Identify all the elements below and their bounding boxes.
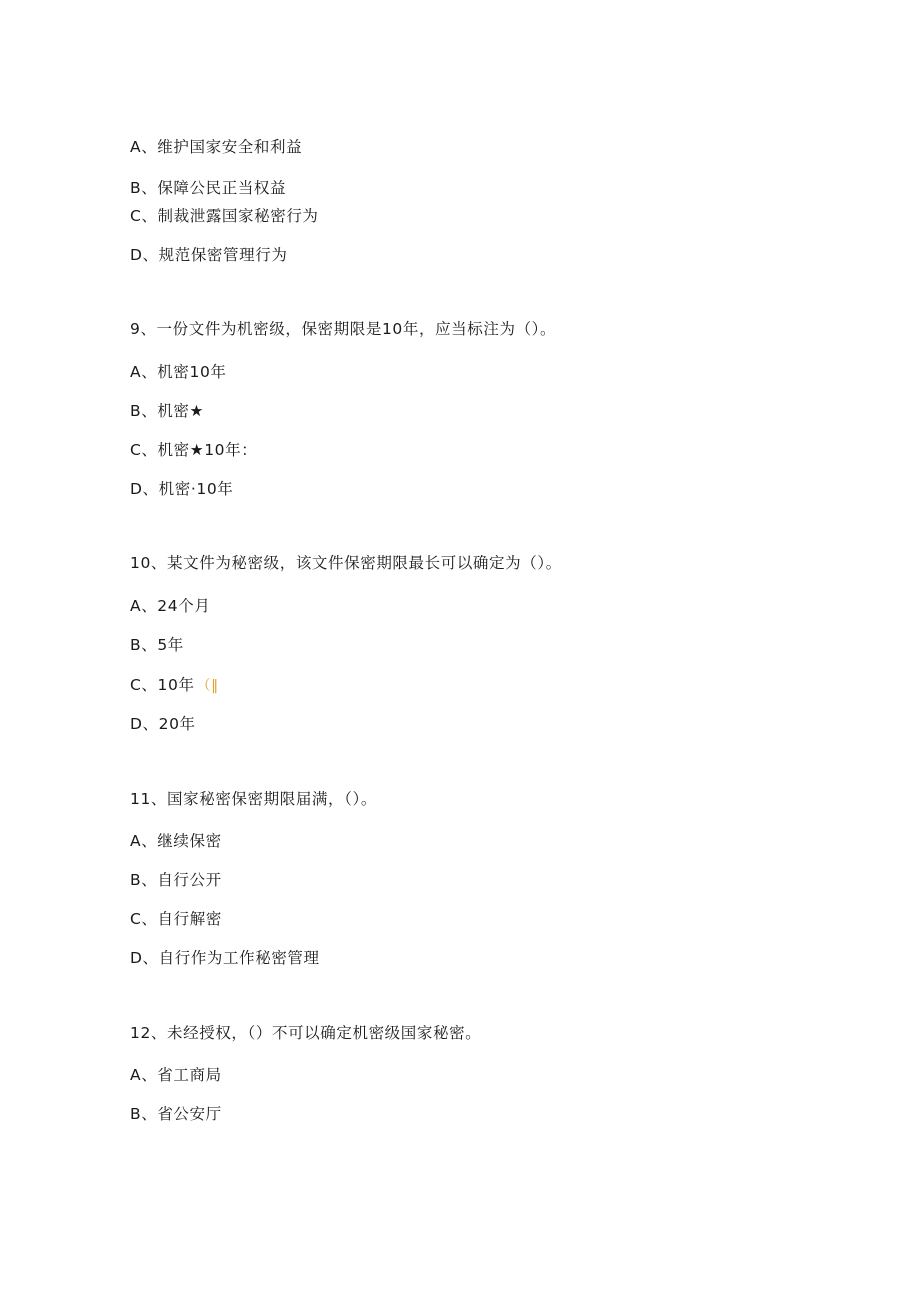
question-12: 12、未经授权，（）不可以确定机密级国家秘密。	[130, 1024, 482, 1042]
q10-option-c-row	[130, 675, 219, 696]
q9-option-a: A、机密10年	[130, 363, 227, 381]
question-9: 9、一份文件为机密级，保密期限是10年，应当标注为（）。	[130, 320, 557, 338]
option-b: B、保障公民正当权益	[130, 179, 287, 197]
option-d: D、规范保密管理行为	[130, 246, 288, 264]
q9-option-c: C、机密★10年：	[130, 441, 258, 459]
q10-option-a: A、24个月	[130, 597, 211, 615]
q10-option-c: C、10年	[130, 676, 195, 694]
q9-option-b: B、机密★	[130, 402, 205, 420]
q11-option-d: D、自行作为工作秘密管理	[130, 949, 320, 967]
q12-option-a: A、省工商局	[130, 1066, 222, 1084]
q10-option-d: D、20年	[130, 715, 196, 733]
question-11: 11、国家秘密保密期限届满，（）。	[130, 790, 377, 808]
question-10: 10、某文件为秘密级，该文件保密期限最长可以确定为（）。	[130, 554, 562, 572]
q11-option-a: A、继续保密	[130, 832, 222, 850]
q10-option-b: B、5年	[130, 636, 184, 654]
q11-option-c: C、自行解密	[130, 910, 222, 928]
q9-option-d: D、机密·10年	[130, 480, 234, 498]
option-a: A、维护国家安全和利益	[130, 138, 303, 156]
q11-option-b: B、自行公开	[130, 871, 222, 889]
q12-option-b: B、省公安厅	[130, 1105, 222, 1123]
answer-mark: （‖	[196, 678, 219, 694]
option-c: C、制裁泄露国家秘密行为	[130, 207, 319, 225]
